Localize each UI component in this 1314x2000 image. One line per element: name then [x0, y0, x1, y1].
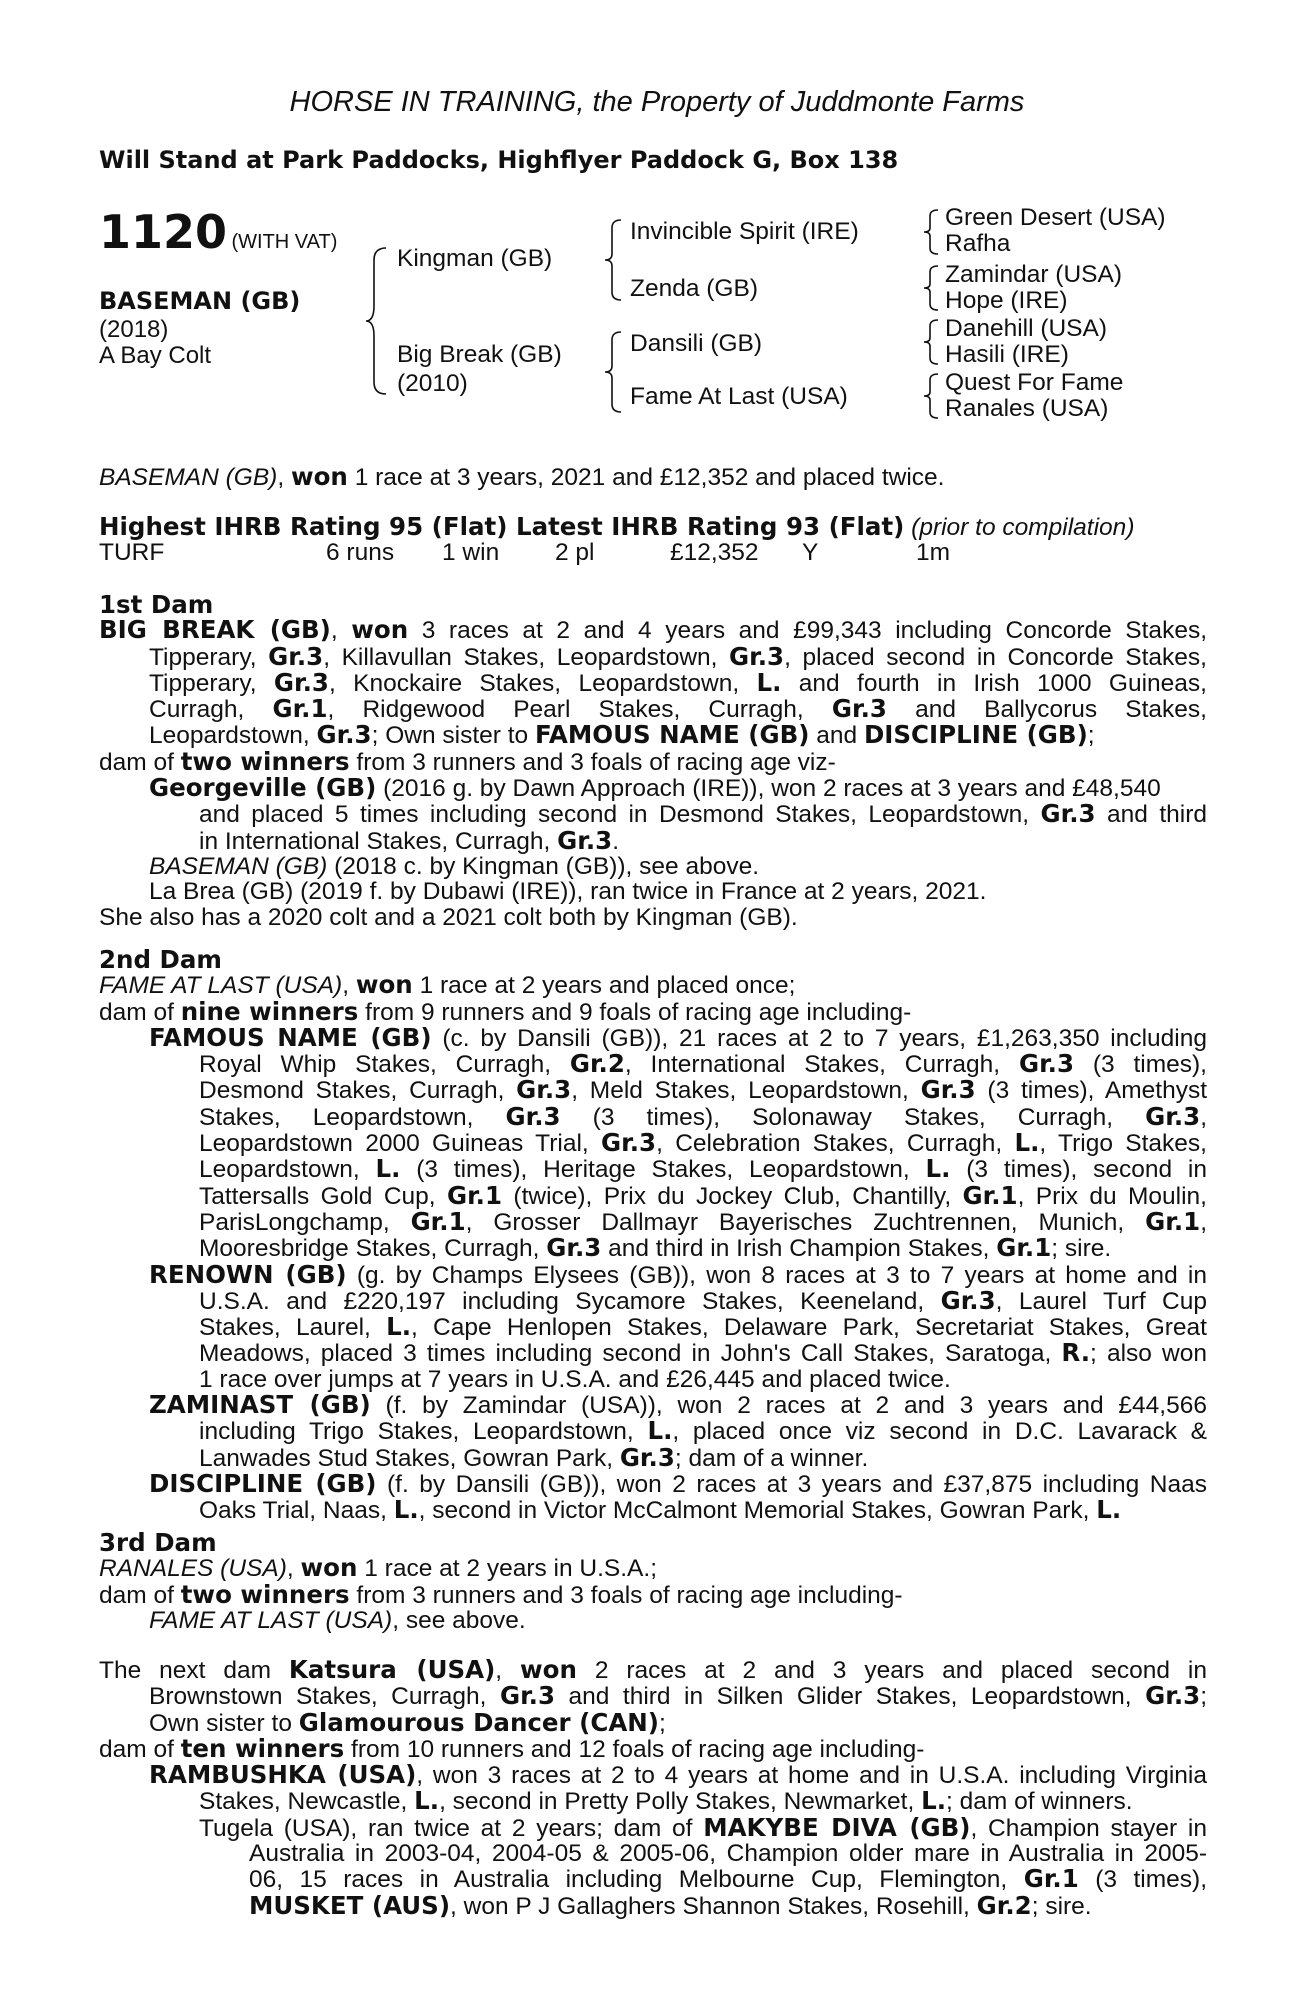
- page-title: HORSE IN TRAINING, the Property of Juddmonte Farms: [289, 86, 1025, 118]
- pedigree-brace-g1: [924, 208, 942, 256]
- second-dam-line-13: U.S.A. and £220,197 including Sycamore Stakes, Keeneland, Gr.3, Laurel Turf Cup: [199, 1285, 1208, 1315]
- summary-text: 1 race at 3 years, 2021 and £12,352 and placed twice.: [347, 464, 945, 491]
- next-dam-line-8: Australia in 2003-04, 2004-05 & 2005-06, Champion older mare in Australia in 2005-: [249, 1840, 1207, 1868]
- second-dam-line-6: Stakes, Leopardstown, Gr.3 (3 times), Solonaway Stakes, Curragh, Gr.3,: [199, 1101, 1207, 1131]
- first-dam-line-6: dam of two winners from 3 runners and 3 foals of racing age viz-: [99, 746, 836, 776]
- second-dam-line-4: Royal Whip Stakes, Curragh, Gr.2, International Stakes, Curragh, Gr.3 (3 times),: [199, 1049, 1207, 1079]
- second-dam-line-8: Leopardstown, L. (3 times), Heritage Stakes, Leopardstown, L. (3 times), second in: [199, 1154, 1207, 1184]
- second-dam-line-12: RENOWN (GB) (g. by Champs Elysees (GB)), won 8 races at 3 to 7 years at home and in: [149, 1259, 1207, 1289]
- pedigree-brace-g4: [924, 372, 942, 420]
- pedigree-brace-main: [366, 246, 390, 396]
- summary-horse: BASEMAN (GB): [99, 464, 278, 491]
- lot-number: 1120: [99, 205, 228, 259]
- second-dam-line-14: Stakes, Laurel, L., Cape Henlopen Stakes, Delaware Park, Secretariat Stakes, Great: [199, 1312, 1207, 1342]
- pedigree-gen4-2: Rafha: [945, 230, 1011, 257]
- next-dam-line-7: Tugela (USA), ran twice at 2 years; dam of MAKYBE DIVA (GB), Champion stayer in: [199, 1812, 1207, 1842]
- next-dam-line-9: 06, 15 races in Australia including Melbourne Cup, Flemington, Gr.1 (3 times),: [249, 1864, 1208, 1894]
- pedigree-gen4-3: Zamindar (USA): [945, 261, 1122, 288]
- third-dam-section: [99, 1530, 1207, 1633]
- first-dam-section: [99, 592, 1207, 930]
- first-dam-line-12: She also has a 2020 colt and a 2021 colt both by Kingman (GB).: [99, 903, 798, 931]
- pedigree-gen3-1: Invincible Spirit (IRE): [630, 218, 859, 245]
- pedigree-gen3-4: Fame At Last (USA): [630, 383, 848, 410]
- second-dam-heading: 2nd Dam: [99, 945, 222, 974]
- rating-surface: TURF: [99, 539, 165, 566]
- second-dam-line-18: including Trigo Stakes, Leopardstown, L., placed once viz second in D.C. Lavarack &: [199, 1416, 1207, 1446]
- pedigree-gen3-2: Zenda (GB): [630, 275, 758, 302]
- first-dam-line-2: Tipperary, Gr.3, Killavullan Stakes, Leopardstown, Gr.3, placed second in Concorde Stakes,: [149, 641, 1207, 671]
- next-dam-line-5: RAMBUSHKA (USA), won 3 races at 2 to 4 years at home and in U.S.A. including Virginia: [149, 1760, 1208, 1790]
- next-dam-line-3: Own sister to Glamourous Dancer (CAN);: [149, 1707, 666, 1737]
- rating-distance: 1m: [916, 539, 951, 566]
- stand-location: Will Stand at Park Paddocks, Highflyer Paddock G, Box 138: [99, 146, 899, 174]
- pedigree-brace-g2: [924, 264, 942, 312]
- rating-prior: (prior to compilation): [911, 514, 1135, 541]
- second-dam-line-7: Leopardstown 2000 Guineas Trial, Gr.3, Celebration Stakes, Curragh, L., Trigo Stakes,: [199, 1128, 1207, 1158]
- lot-number-row: [99, 205, 337, 259]
- second-dam-line-17: ZAMINAST (GB) (f. by Zamindar (USA)), won 2 races at 2 and 3 years and £44,566: [149, 1390, 1207, 1420]
- third-dam-heading: 3rd Dam: [99, 1528, 217, 1557]
- rating-line: [99, 514, 1134, 540]
- pedigree-brace-dam: [605, 330, 625, 414]
- first-dam-line-7: Georgeville (GB) (2016 g. by Dawn Approach (IRE)), won 2 races at 3 years and £48,540: [149, 773, 1161, 803]
- race-summary: BASEMAN (GB), won 1 race at 3 years, 2021 and £12,352 and placed twice.: [99, 462, 945, 491]
- pedigree-gen4-6: Hasili (IRE): [945, 341, 1069, 368]
- first-dam-line-1: BIG BREAK (GB), won 3 races at 2 and 4 years and £99,343 including Concorde Stakes,: [99, 615, 1207, 645]
- pedigree-brace-g3: [924, 318, 942, 366]
- next-dam-section: [99, 1657, 1207, 1919]
- second-dam-line-20: DISCIPLINE (GB) (f. by Dansili (GB)), won 2 races at 3 years and £37,875 including Naas: [149, 1468, 1207, 1498]
- pedigree-dam: Big Break (GB): [397, 341, 562, 368]
- second-dam-line-15: Meadows, placed 3 times including second in John's Call Stakes, Saratoga, R.; also won: [199, 1338, 1207, 1368]
- second-dam-line-11: Mooresbridge Stakes, Curragh, Gr.3 and third in Irish Champion Stakes, Gr.1; sire.: [199, 1233, 1112, 1263]
- vat-note: (WITH VAT): [231, 231, 338, 253]
- third-dam-line-2: dam of two winners from 3 runners and 3 foals of racing age including-: [99, 1579, 903, 1609]
- rating-going: Y: [802, 539, 819, 566]
- second-dam-line-19: Lanwades Stud Stakes, Gowran Park, Gr.3; dam of a winner.: [199, 1442, 869, 1472]
- pedigree-dam-year: (2010): [397, 370, 468, 397]
- first-dam-line-5: Leopardstown, Gr.3; Own sister to FAMOUS NAME (GB) and DISCIPLINE (GB);: [149, 720, 1095, 750]
- first-dam-line-4: Curragh, Gr.1, Ridgewood Pearl Stakes, Curragh, Gr.3 and Ballycorus Stakes,: [149, 694, 1207, 724]
- next-dam-line-6: Stakes, Newcastle, L., second in Pretty Polly Stakes, Newmarket, L.; dam of winners.: [199, 1786, 1133, 1816]
- pedigree-gen3-3: Dansili (GB): [630, 330, 763, 357]
- pedigree-gen4-8: Ranales (USA): [945, 395, 1109, 422]
- next-dam-line-10: MUSKET (AUS), won P J Gallaghers Shannon Stakes, Rosehill, Gr.2; sire.: [249, 1890, 1092, 1920]
- first-dam-line-9: in International Stakes, Curragh, Gr.3.: [199, 825, 620, 855]
- first-dam-heading: 1st Dam: [99, 590, 214, 619]
- second-dam-section: [99, 947, 1207, 1524]
- third-dam-line-3: FAME AT LAST (USA), see above.: [149, 1606, 526, 1634]
- second-dam-line-9: Tattersalls Gold Cup, Gr.1 (twice), Prix du Jockey Club, Chantilly, Gr.1, Prix du Moulin,: [199, 1180, 1207, 1210]
- second-dam-line-1: FAME AT LAST (USA), won 1 race at 2 years and placed once;: [99, 970, 796, 1000]
- pedigree-gen4-7: Quest For Fame: [945, 369, 1124, 396]
- rating-text: Highest IHRB Rating 95 (Flat) Latest IHRB Rating 93 (Flat): [99, 512, 905, 541]
- pedigree-gen4-5: Danehill (USA): [945, 315, 1108, 342]
- third-dam-line-1: RANALES (USA), won 1 race at 2 years in U.S.A.;: [99, 1553, 658, 1583]
- horse-year: (2018): [99, 316, 169, 343]
- rating-wins: 1 win: [442, 539, 500, 566]
- next-dam-line-1: The next dam Katsura (USA), won 2 races at 2 and 3 years and placed second in: [99, 1655, 1207, 1684]
- pedigree-brace-sire: [605, 218, 625, 302]
- next-dam-line-2: Brownstown Stakes, Curragh, Gr.3 and third in Silken Glider Stakes, Leopardstown, Gr.3;: [149, 1681, 1207, 1711]
- rating-placed: 2 pl: [555, 539, 595, 566]
- next-dam-line-4: dam of ten winners from 10 runners and 12 foals of racing age including-: [99, 1733, 925, 1763]
- second-dam-line-16: 1 race over jumps at 7 years in U.S.A. and £26,445 and placed twice.: [199, 1365, 951, 1393]
- first-dam-line-11: La Brea (GB) (2019 f. by Dubawi (IRE)), ran twice in France at 2 years, 2021.: [149, 878, 987, 906]
- summary-won: won: [290, 462, 348, 491]
- first-dam-line-3: Tipperary, Gr.3, Knockaire Stakes, Leopardstown, L. and fourth in Irish 1000 Guineas,: [149, 667, 1207, 697]
- second-dam-line-10: ParisLongchamp, Gr.1, Grosser Dallmayr Bayerisches Zuchtrennen, Munich, Gr.1,: [199, 1206, 1207, 1236]
- pedigree-gen4-4: Hope (IRE): [945, 287, 1068, 314]
- rating-earnings: £12,352: [670, 539, 759, 566]
- pedigree-gen4-1: Green Desert (USA): [945, 204, 1166, 231]
- second-dam-line-5: Desmond Stakes, Curragh, Gr.3, Meld Stakes, Leopardstown, Gr.3 (3 times), Amethyst: [199, 1075, 1207, 1105]
- horse-description: A Bay Colt: [99, 342, 212, 369]
- first-dam-line-10: BASEMAN (GB) (2018 c. by Kingman (GB)), see above.: [149, 852, 760, 880]
- first-dam-line-8: and placed 5 times including second in Desmond Stakes, Leopardstown, Gr.3 and third: [199, 799, 1207, 829]
- pedigree-sire: Kingman (GB): [397, 245, 553, 272]
- horse-name: BASEMAN (GB): [99, 287, 301, 315]
- second-dam-line-21: Oaks Trial, Naas, L., second in Victor McCalmont Memorial Stakes, Gowran Park, L.: [199, 1495, 1122, 1525]
- second-dam-line-3: FAMOUS NAME (GB) (c. by Dansili (GB)), 21 races at 2 to 7 years, £1,263,350 including: [149, 1022, 1208, 1052]
- second-dam-line-2: dam of nine winners from 9 runners and 9 foals of racing age including-: [99, 996, 912, 1026]
- rating-runs: 6 runs: [326, 539, 395, 566]
